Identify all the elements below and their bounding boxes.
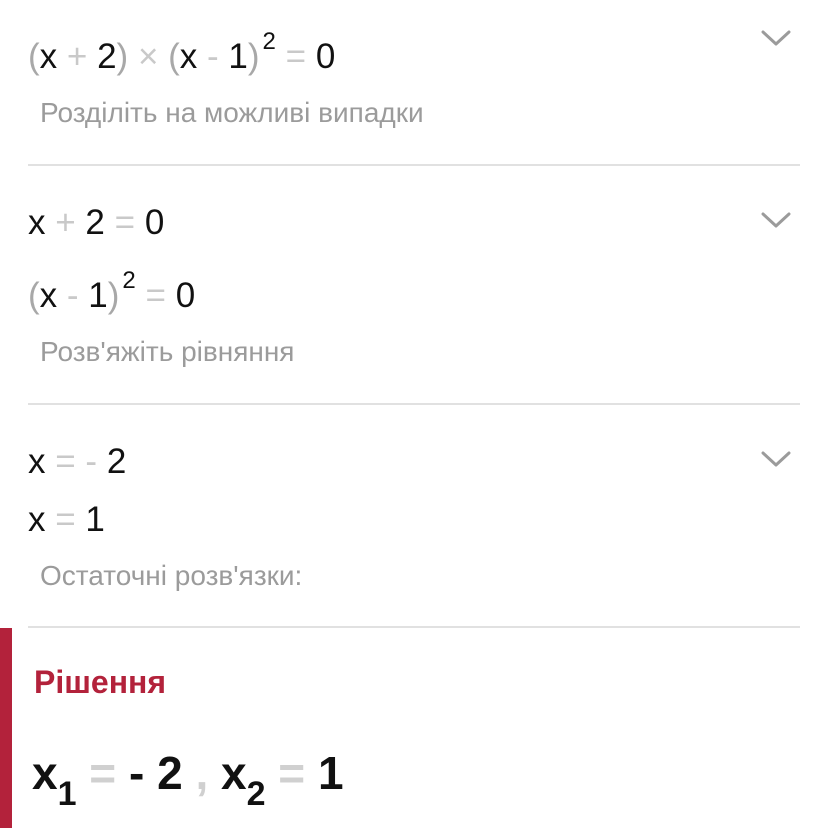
solution-accent-bar: [0, 628, 12, 828]
plus-sign: +: [55, 203, 76, 242]
variable-x: x: [39, 37, 58, 76]
variable-x: x: [28, 203, 46, 242]
times-sign: ×: [137, 37, 159, 76]
variable-x: x: [28, 442, 46, 481]
open-paren: (: [28, 37, 40, 76]
subscript: 1: [57, 775, 77, 813]
comma: ,: [195, 747, 209, 799]
close-paren: ): [116, 37, 129, 76]
variable-x: x: [39, 276, 58, 315]
equals-sign: =: [278, 747, 306, 799]
number: 1: [317, 747, 344, 799]
final-answer: [32, 746, 344, 813]
solution-title: Рішення: [34, 664, 167, 700]
close-paren: ): [247, 37, 260, 76]
number: 2: [106, 442, 127, 481]
number: 0: [144, 203, 165, 242]
variable-x: x: [28, 500, 46, 539]
variable-x: x: [32, 747, 58, 799]
step-2-equation-2: [28, 267, 196, 320]
number: 1: [88, 276, 108, 315]
chevron-down-icon[interactable]: [760, 28, 792, 48]
close-paren: ): [107, 276, 120, 315]
step-3-hint: Остаточні розв'язки:: [40, 560, 303, 591]
number: 2: [157, 747, 183, 799]
chevron-down-icon[interactable]: [760, 449, 792, 469]
divider: [28, 626, 800, 628]
step-1-hint: Розділіть на можливі випадки: [40, 97, 424, 128]
chevron-down-icon[interactable]: [760, 210, 792, 230]
equals-sign: =: [55, 442, 76, 481]
minus-sign: -: [85, 442, 98, 481]
variable-x: x: [221, 747, 247, 799]
minus-sign: -: [128, 747, 145, 799]
exponent: 2: [122, 267, 136, 294]
number: 1: [228, 37, 248, 76]
equals-sign: =: [55, 500, 76, 539]
exponent: 2: [262, 28, 276, 55]
open-paren: (: [168, 37, 180, 76]
step-3[interactable]: [0, 405, 828, 627]
number: 1: [85, 500, 105, 539]
number: 2: [97, 37, 117, 76]
subscript: 2: [246, 775, 266, 813]
step-3-equation-2: [28, 500, 105, 540]
number: 0: [175, 276, 196, 315]
number: 0: [315, 37, 336, 76]
equals-sign: =: [114, 203, 136, 242]
plus-sign: +: [66, 37, 88, 76]
step-3-equation-1: [28, 442, 126, 482]
open-paren: (: [28, 276, 40, 315]
equals-sign: =: [285, 37, 307, 76]
equals-sign: =: [145, 276, 166, 315]
step-2[interactable]: [0, 166, 828, 404]
step-2-hint: Розв'яжіть рівняння: [40, 336, 295, 367]
minus-sign: -: [207, 37, 219, 76]
step-2-equation-1: [28, 203, 164, 243]
step-1[interactable]: [0, 0, 828, 166]
step-1-equation: [28, 28, 336, 81]
number: 2: [85, 203, 105, 242]
minus-sign: -: [66, 276, 79, 315]
variable-x: x: [179, 37, 198, 76]
equals-sign: =: [89, 747, 117, 799]
